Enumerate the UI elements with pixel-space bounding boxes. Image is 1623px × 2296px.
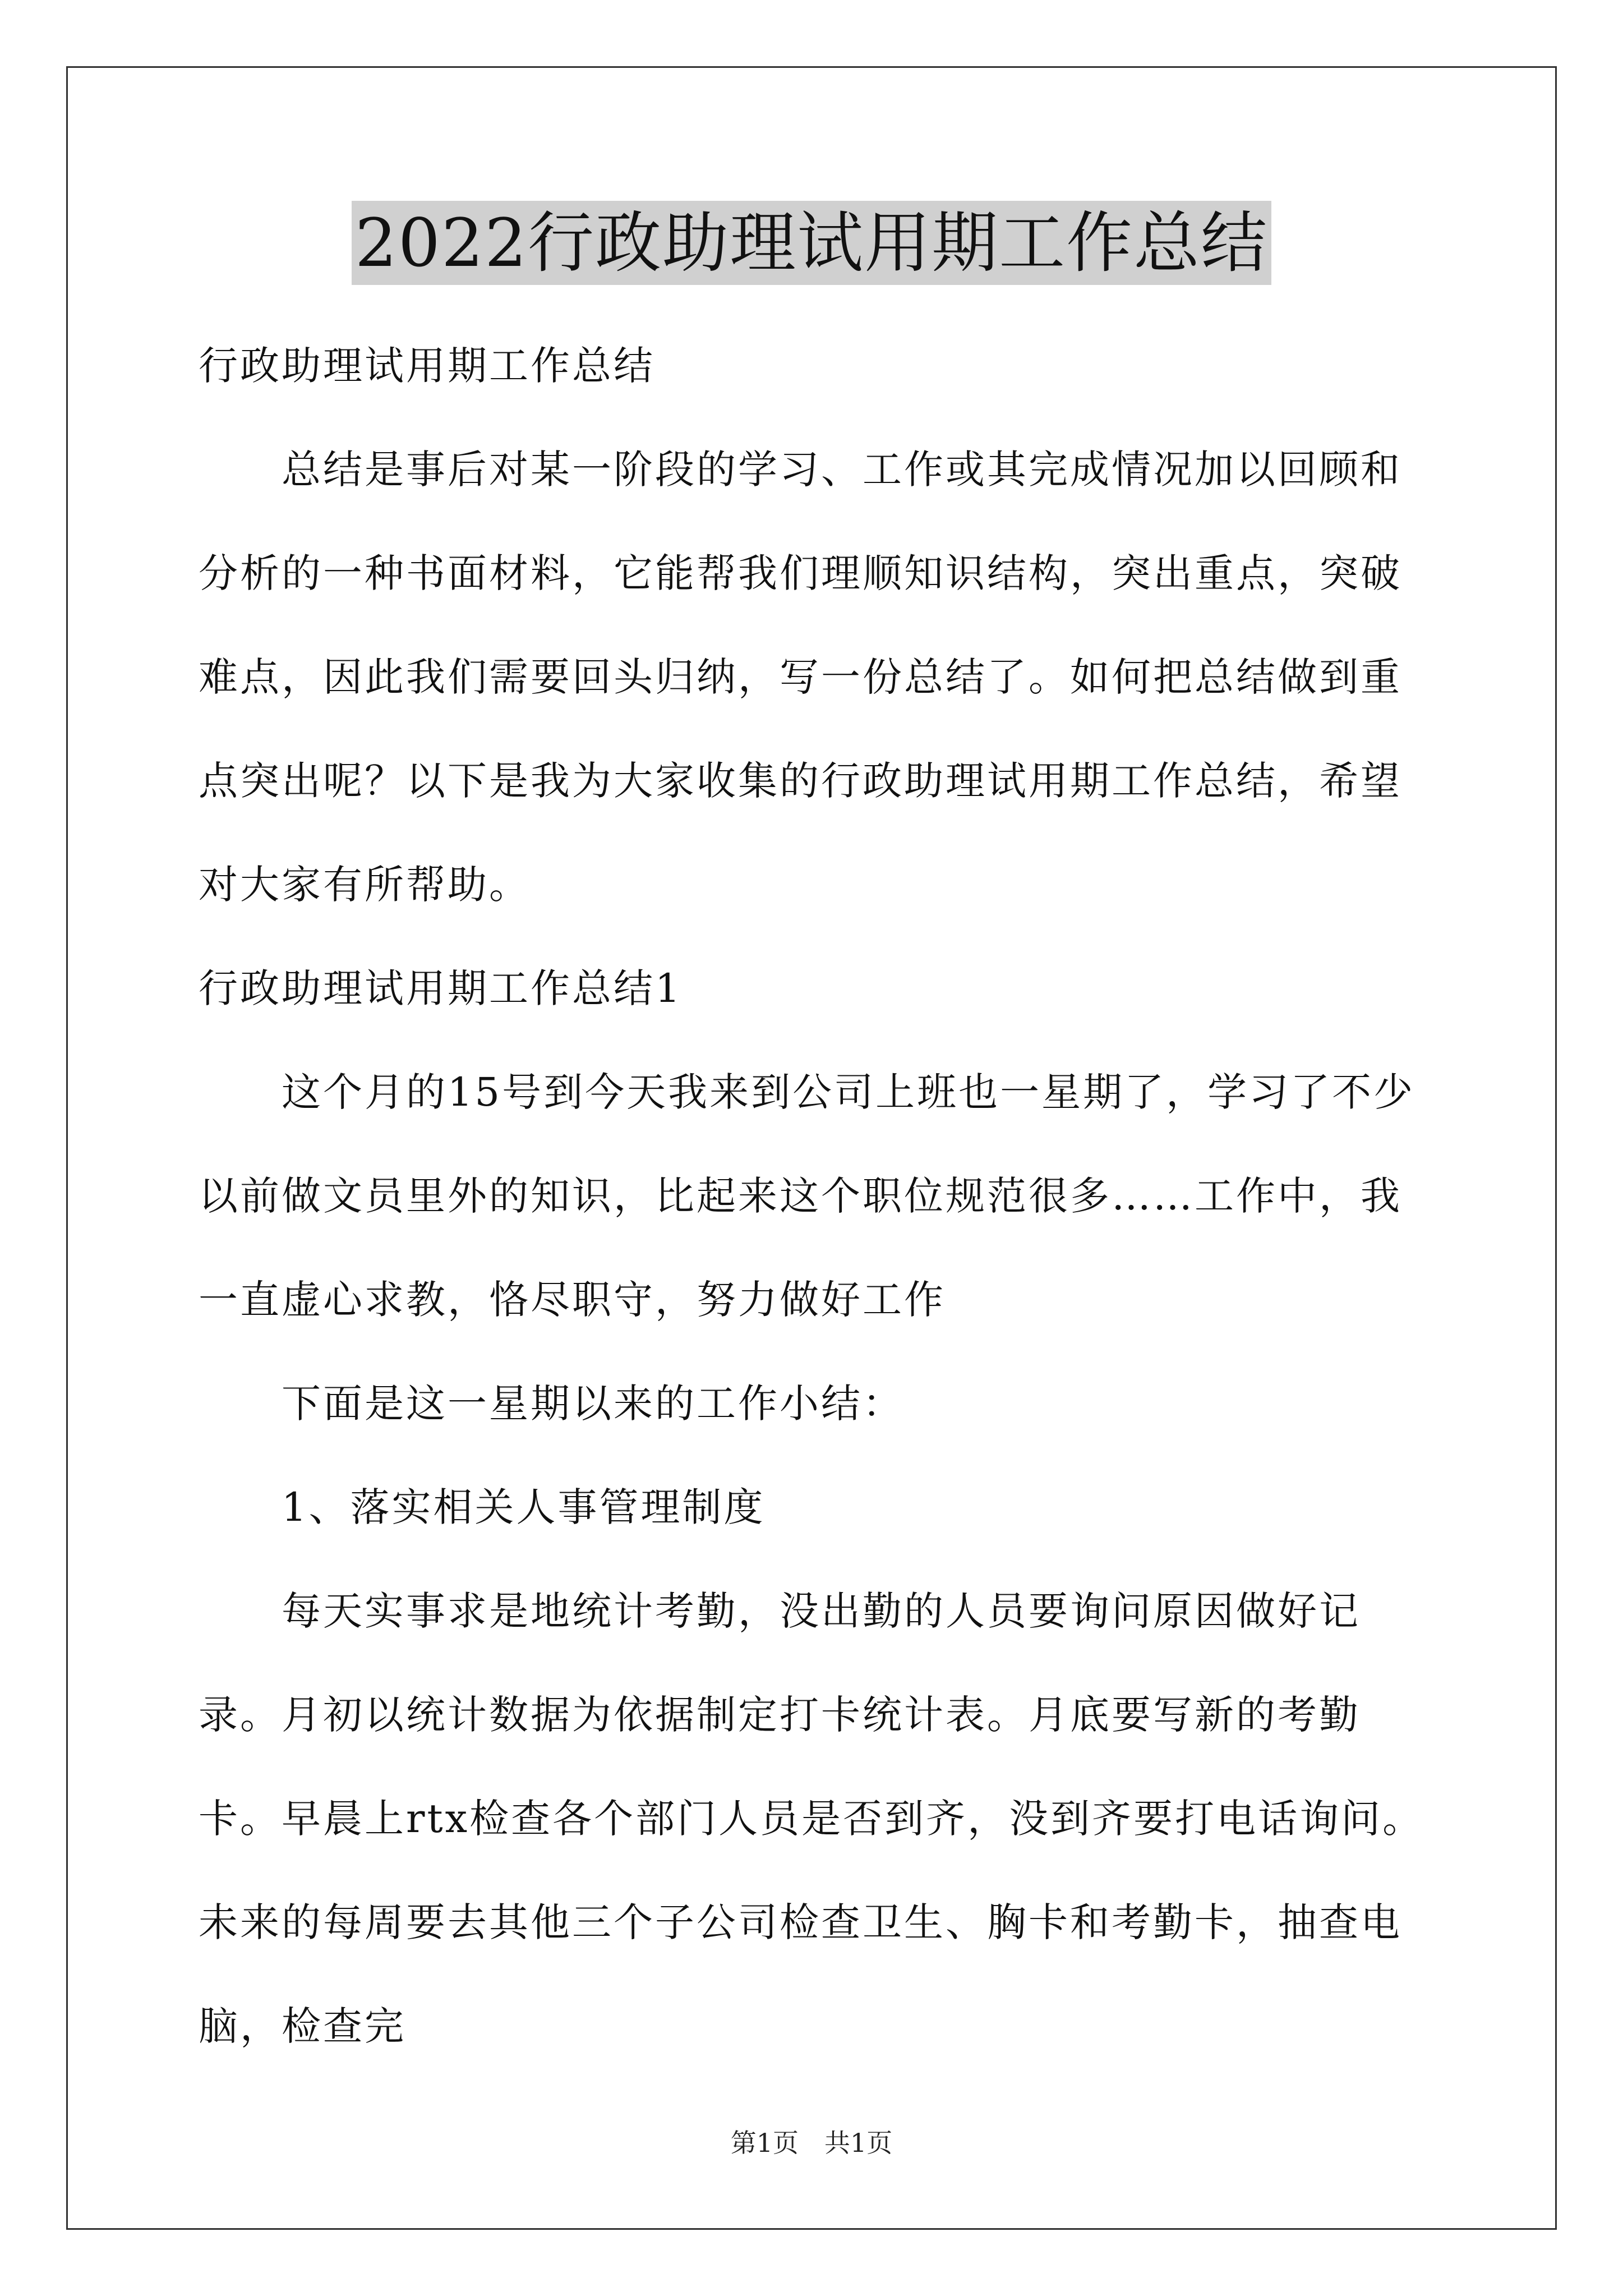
summary-lead-paragraph: 下面是这一星期以来的工作小结： [282, 1381, 904, 1427]
section-heading-1: 行政助理试用期工作总结1 [199, 965, 683, 1011]
subtitle-heading: 行政助理试用期工作总结 [199, 343, 655, 389]
document-title: 2022行政助理试用期工作总结 [352, 201, 1271, 285]
intro-paragraph: 总结是事后对某一阶段的学习、工作或其完成情况加以回顾和分析的一种书面材料，它能帮我们理顺知识结构，突出重点，突破难点，因此我们需要回头归纳，写一份总结了。如何把总结做到重点突出呢？以下是我为大家收集的行政助理试用期工作总结，希望对大家有所帮助。 [199, 447, 1402, 908]
document-body [199, 314, 1432, 2078]
body-paragraph: 这个月的15号到今天我来到公司上班也一星期了，学习了不少以前做文员里外的知识，比起来这个职位规范很多……工作中，我一直虚心求教，恪尽职守，努力做好工作 [199, 1069, 1415, 1323]
body-paragraph: 每天实事求是地统计考勤，没出勤的人员要询问原因做好记录。月初以统计数据为依据制定打卡统计表。月底要写新的考勤卡。早晨上rtx检查各个部门人员是否到齐，没到齐要打电话询问。未来的每周要去其他三个子公司检查卫生、胸卡和考勤卡，抽查电脑，检查完 [199, 1588, 1424, 2049]
page-footer: 第1页 共1页 [730, 2128, 893, 2158]
list-item-heading: 1、落实相关人事管理制度 [282, 1484, 766, 1530]
title-container [0, 201, 1623, 285]
